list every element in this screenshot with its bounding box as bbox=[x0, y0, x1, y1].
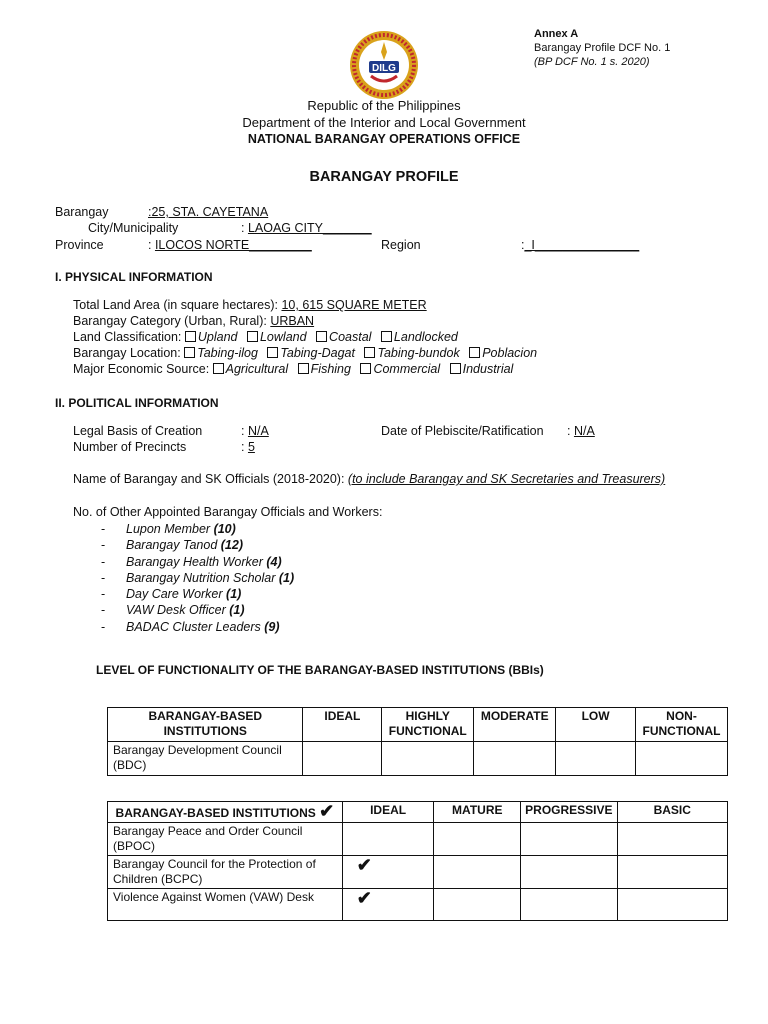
barangay-label: Barangay bbox=[55, 205, 109, 219]
plebiscite-separator: : bbox=[567, 424, 574, 438]
checkbox[interactable] bbox=[469, 347, 480, 358]
option-label: Poblacion bbox=[482, 346, 538, 360]
annex-line-2: (BP DCF No. 1 s. 2020) bbox=[534, 56, 650, 68]
column-header: BASIC bbox=[617, 802, 727, 823]
physical-heading: I. PHYSICAL INFORMATION bbox=[55, 270, 213, 284]
plebiscite-value-row bbox=[567, 424, 595, 438]
column-header: MATURE bbox=[434, 802, 521, 823]
option-label: Tabing-ilog bbox=[197, 346, 258, 360]
city-separator: : bbox=[241, 221, 248, 235]
land-class-option[interactable] bbox=[316, 330, 371, 344]
officials-row bbox=[73, 472, 665, 486]
table-header-row bbox=[108, 802, 728, 823]
plebiscite-value: N/A bbox=[573, 424, 595, 438]
land-class-option[interactable] bbox=[247, 330, 307, 344]
table-cell[interactable] bbox=[303, 742, 382, 776]
appointed-name: BADAC Cluster Leaders bbox=[126, 619, 265, 634]
table-cell[interactable] bbox=[342, 856, 434, 889]
institution-name: Barangay Peace and Order Council (BPOC) bbox=[108, 823, 343, 856]
institution-name: Violence Against Women (VAW) Desk bbox=[108, 889, 343, 921]
province-label: Province bbox=[55, 238, 104, 252]
column-header: IDEAL bbox=[303, 708, 382, 742]
appointed-list bbox=[101, 521, 294, 635]
land-area-row bbox=[73, 298, 427, 312]
land-area-value: 10, 615 SQUARE METER bbox=[281, 298, 427, 312]
land-class-option[interactable] bbox=[381, 330, 458, 344]
list-item bbox=[101, 619, 294, 635]
legal-basis-label: Legal Basis of Creation bbox=[73, 424, 203, 438]
officials-value: (to include Barangay and SK Secretaries and Treasurers) bbox=[347, 472, 666, 486]
checkbox[interactable] bbox=[381, 331, 392, 342]
province-value-row bbox=[148, 238, 312, 252]
column-header: HIGHLY FUNCTIONAL bbox=[382, 708, 474, 742]
checkbox[interactable] bbox=[360, 363, 371, 374]
option-label: Landlocked bbox=[393, 330, 458, 344]
appointed-count: (10) bbox=[213, 522, 236, 536]
list-item bbox=[101, 570, 294, 586]
list-item bbox=[101, 521, 294, 537]
checkmark-icon: ✔ bbox=[319, 801, 335, 821]
appointed-name: VAW Desk Officer bbox=[126, 603, 230, 618]
logo-text: DILG bbox=[372, 63, 396, 74]
appointed-count: (12) bbox=[220, 538, 243, 553]
precincts-value-row bbox=[241, 440, 255, 454]
column-header: LOW bbox=[556, 708, 636, 742]
table-cell[interactable] bbox=[617, 823, 727, 856]
appointed-label: No. of Other Appointed Barangay Officials and Workers: bbox=[73, 505, 383, 519]
checkbox[interactable] bbox=[364, 347, 375, 358]
table-cell[interactable] bbox=[342, 889, 434, 921]
legal-separator: : bbox=[241, 424, 248, 438]
economic-option[interactable] bbox=[213, 362, 289, 376]
location-option[interactable] bbox=[267, 346, 355, 360]
precincts-label: Number of Precincts bbox=[73, 440, 187, 454]
economic-option[interactable] bbox=[360, 362, 440, 376]
table-cell[interactable] bbox=[521, 856, 617, 889]
option-label: Tabing-Dagat bbox=[280, 346, 355, 360]
appointed-count: (1) bbox=[229, 603, 245, 618]
option-label: Tabing-bundok bbox=[377, 346, 460, 360]
column-header: MODERATE bbox=[474, 708, 556, 742]
table-header-row bbox=[108, 708, 728, 742]
page-title: BARANGAY PROFILE bbox=[309, 169, 459, 185]
table-cell[interactable] bbox=[434, 856, 521, 889]
land-class-row bbox=[73, 330, 464, 344]
column-header: PROGRESSIVE bbox=[521, 802, 617, 823]
appointed-count: (1) bbox=[278, 570, 295, 585]
checkbox[interactable] bbox=[267, 347, 278, 358]
city-value-row bbox=[241, 221, 372, 235]
legal-basis-value-row bbox=[241, 424, 269, 438]
dilg-logo bbox=[349, 30, 419, 100]
economic-label: Major Economic Source: bbox=[73, 362, 213, 376]
annex-title: Annex A bbox=[534, 28, 579, 40]
table-cell[interactable] bbox=[474, 742, 556, 776]
column-header: IDEAL bbox=[342, 802, 434, 823]
category-row bbox=[73, 314, 314, 328]
region-value-row bbox=[521, 238, 639, 252]
province-value: ILOCOS NORTE_________ bbox=[154, 238, 312, 252]
annex-line-1: Barangay Profile DCF No. 1 bbox=[534, 42, 671, 54]
option-label: Industrial bbox=[462, 362, 514, 376]
table-cell[interactable] bbox=[556, 742, 636, 776]
region-separator: : bbox=[521, 238, 525, 252]
list-item bbox=[101, 602, 294, 618]
list-item bbox=[101, 537, 294, 553]
city-label: City/Municipality bbox=[88, 221, 179, 235]
checkmark-icon: ✔ bbox=[356, 888, 372, 908]
table-cell[interactable] bbox=[434, 823, 521, 856]
checkbox[interactable] bbox=[184, 347, 195, 358]
political-heading: II. POLITICAL INFORMATION bbox=[55, 396, 219, 410]
option-label: Fishing bbox=[310, 362, 351, 376]
column-header-label: BARANGAY-BASED INSTITUTIONS bbox=[115, 806, 316, 820]
table-cell[interactable] bbox=[434, 889, 521, 921]
checkbox[interactable] bbox=[247, 331, 258, 342]
table-cell[interactable] bbox=[521, 889, 617, 921]
appointed-count: (9) bbox=[264, 619, 280, 634]
institution-name: Barangay Council for the Protection of Children (BCPC) bbox=[108, 856, 343, 889]
land-class-option[interactable] bbox=[185, 330, 238, 344]
list-item bbox=[101, 554, 294, 570]
province-separator: : bbox=[148, 238, 155, 252]
barangay-value: :25, STA. CAYETANA bbox=[148, 205, 269, 219]
table-cell[interactable] bbox=[635, 742, 727, 776]
appointed-name: Day Care Worker bbox=[126, 587, 227, 602]
table-cell[interactable] bbox=[521, 823, 617, 856]
checkbox[interactable] bbox=[185, 331, 196, 342]
table-row bbox=[108, 823, 728, 856]
checkbox[interactable] bbox=[298, 363, 309, 374]
option-label: Agricultural bbox=[225, 362, 289, 376]
table-cell[interactable] bbox=[617, 889, 727, 921]
option-label: Lowland bbox=[259, 330, 307, 344]
officials-label: Name of Barangay and SK Officials (2018-2020): bbox=[73, 472, 348, 486]
bbi-functionality-table bbox=[107, 707, 728, 776]
appointed-name: Barangay Nutrition Scholar bbox=[126, 570, 279, 585]
appointed-count: (1) bbox=[226, 587, 242, 602]
city-value: LAOAG CITY_______ bbox=[247, 221, 372, 235]
plebiscite-label: Date of Plebiscite/Ratification bbox=[381, 424, 544, 438]
checkbox[interactable] bbox=[213, 363, 224, 374]
column-header: BARANGAY-BASED INSTITUTIONS bbox=[108, 708, 303, 742]
precincts-separator: : bbox=[241, 440, 248, 454]
location-label: Barangay Location: bbox=[73, 346, 185, 360]
table-cell[interactable] bbox=[342, 823, 434, 856]
header-republic: Republic of the Philippines bbox=[307, 98, 461, 113]
table-cell[interactable] bbox=[617, 856, 727, 889]
appointed-name: Barangay Health Worker bbox=[126, 554, 267, 569]
appointed-name: Barangay Tanod bbox=[126, 538, 221, 553]
location-option[interactable] bbox=[364, 346, 459, 360]
region-value: _I_______________ bbox=[524, 238, 640, 252]
appointed-count: (4) bbox=[266, 554, 282, 569]
economic-row bbox=[73, 362, 519, 376]
checkbox[interactable] bbox=[450, 363, 461, 374]
option-label: Upland bbox=[197, 330, 238, 344]
appointed-name: Lupon Member bbox=[126, 522, 214, 536]
table-row bbox=[108, 856, 728, 889]
region-label: Region bbox=[381, 238, 421, 252]
land-class-label: Land Classification: bbox=[73, 330, 185, 344]
institution-name: Barangay Development Council (BDC) bbox=[108, 742, 303, 776]
economic-option[interactable] bbox=[298, 362, 351, 376]
header-department: Department of the Interior and Local Government bbox=[242, 115, 526, 130]
land-area-label: Total Land Area (in square hectares): bbox=[73, 298, 282, 312]
option-label: Commercial bbox=[373, 362, 441, 376]
checkmark-icon: ✔ bbox=[356, 855, 372, 875]
location-option[interactable] bbox=[184, 346, 258, 360]
header-office: NATIONAL BARANGAY OPERATIONS OFFICE bbox=[247, 132, 521, 146]
table-row bbox=[108, 889, 728, 921]
bbi-maturity-table bbox=[107, 801, 728, 921]
checkbox[interactable] bbox=[316, 331, 327, 342]
bbi-heading: LEVEL OF FUNCTIONALITY OF THE BARANGAY-BASED INSTITUTIONS (BBIs) bbox=[96, 663, 544, 677]
list-item bbox=[101, 586, 294, 602]
table-cell[interactable] bbox=[382, 742, 474, 776]
option-label: Coastal bbox=[329, 330, 372, 344]
legal-basis-value: N/A bbox=[247, 424, 269, 438]
location-option[interactable] bbox=[469, 346, 537, 360]
category-value: URBAN bbox=[270, 314, 315, 328]
table-row bbox=[108, 742, 728, 776]
precincts-value: 5 bbox=[247, 440, 255, 454]
category-label: Barangay Category (Urban, Rural): bbox=[73, 314, 271, 328]
location-row bbox=[73, 346, 543, 360]
economic-option[interactable] bbox=[450, 362, 514, 376]
column-header: NON-FUNCTIONAL bbox=[635, 708, 727, 742]
column-header bbox=[108, 802, 343, 823]
